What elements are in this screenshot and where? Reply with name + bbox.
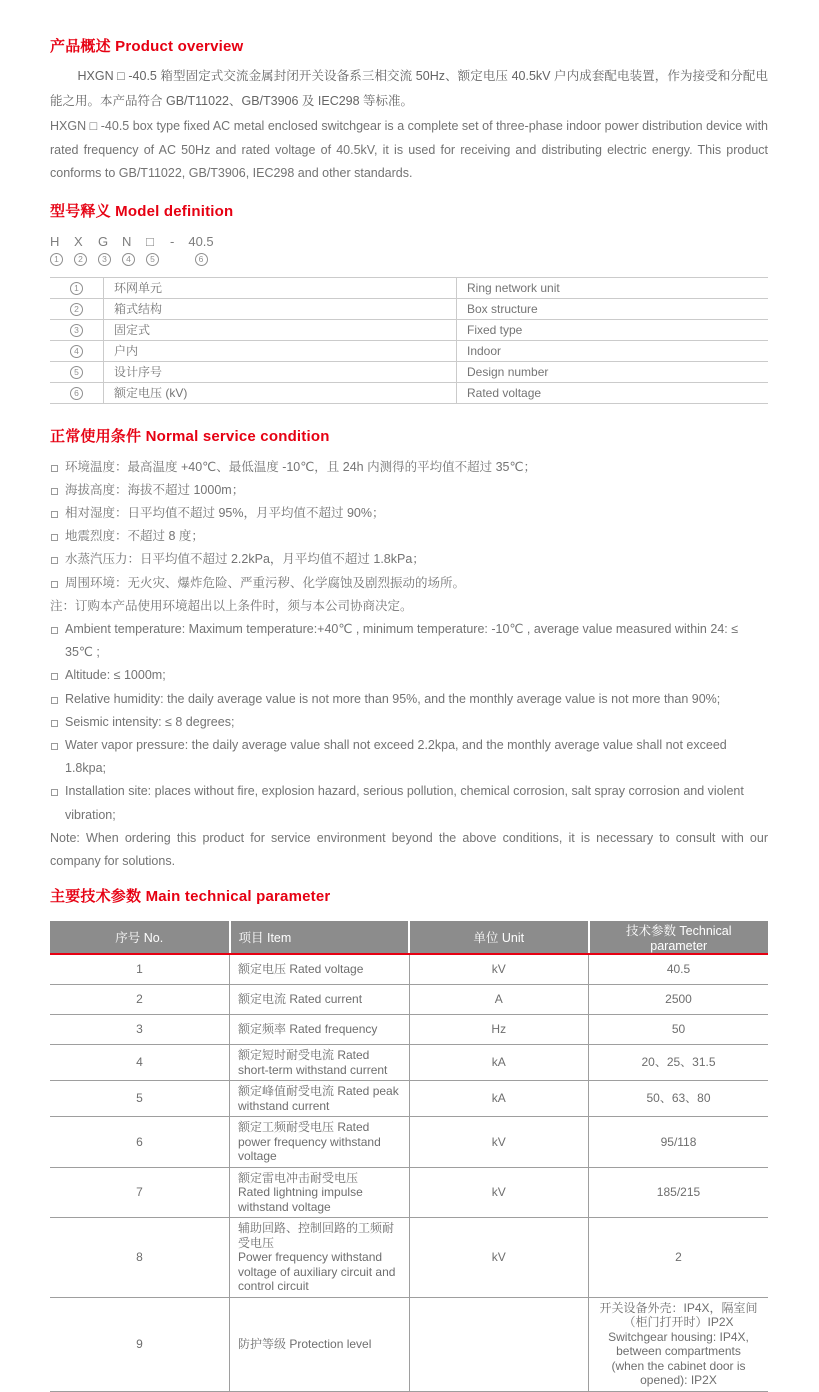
list-item: Altitude: ≤ 1000m; bbox=[50, 664, 768, 687]
square-bullet-icon bbox=[51, 627, 58, 634]
cell-unit: kV bbox=[409, 954, 589, 985]
model-table-row bbox=[50, 340, 768, 361]
list-item: 相对湿度：日平均值不超过 95%，月平均值不超过 90%； bbox=[50, 502, 768, 525]
code-col-number bbox=[184, 234, 218, 268]
column-header-unit: 单位 Unit bbox=[409, 921, 589, 954]
section-heading-service-condition: 正常使用条件 Normal service condition bbox=[50, 427, 330, 445]
cell-value: 95/118 bbox=[589, 1117, 769, 1168]
square-bullet-icon bbox=[51, 673, 58, 680]
model-table-row bbox=[50, 277, 768, 298]
cell-value: 20、25、31.5 bbox=[589, 1045, 769, 1081]
cell-item: 额定峰值耐受电流 Rated peak withstand current bbox=[230, 1081, 410, 1117]
cell-no: 7 bbox=[50, 1167, 230, 1218]
cell-unit: Hz bbox=[409, 1015, 589, 1045]
circled-number-icon: 6 bbox=[70, 387, 83, 400]
code-col-x bbox=[74, 234, 98, 268]
cell-no: 9 bbox=[50, 1297, 230, 1391]
service-note-zh: 注：订购本产品使用环境超出以上条件时，须与本公司协商决定。 bbox=[50, 598, 413, 613]
overview-paragraph-zh: HXGN □ -40.5 箱型固定式交流金属封闭开关设备系三相交流 50Hz、额定电压 40.5kV 户内成套配电装置，作为接受和分配电能之用。本产品符合 GB/T11022、GB/T3906 及 IEC298 等标准。 bbox=[50, 69, 768, 108]
column-header-value: 技术参数 Technical parameter bbox=[589, 921, 769, 954]
circled-number-icon: 5 bbox=[70, 366, 83, 379]
square-bullet-icon bbox=[51, 511, 58, 518]
cell-value: 185/215 bbox=[589, 1167, 769, 1218]
cell-unit: kV bbox=[409, 1218, 589, 1298]
circled-number-icon: 2 bbox=[70, 303, 83, 316]
table-row bbox=[50, 1167, 768, 1218]
square-bullet-icon bbox=[51, 697, 58, 704]
model-meaning-zh: 箱式结构 bbox=[104, 298, 457, 319]
cell-value: 50 bbox=[589, 1015, 769, 1045]
cell-unit: kA bbox=[409, 1081, 589, 1117]
cell-no: 4 bbox=[50, 1045, 230, 1081]
model-meaning-zh: 设计序号 bbox=[104, 361, 457, 382]
section-heading-model-definition: 型号释义 Model definition bbox=[50, 202, 234, 220]
cell-value: 开关设备外壳：IP4X，隔室间（柜门打开时）IP2X Switchgear housing: IP4X, between compartments (when the cabinet door is opened): IP2X bbox=[589, 1297, 769, 1391]
code-letter: N bbox=[122, 233, 132, 249]
code-dash: - bbox=[170, 233, 175, 249]
square-bullet-icon bbox=[51, 581, 58, 588]
section-heading-technical-parameter: 主要技术参数 Main technical parameter bbox=[50, 888, 331, 906]
model-meaning-zh: 额定电压 (kV) bbox=[104, 382, 457, 403]
cell-item: 额定频率 Rated frequency bbox=[230, 1015, 410, 1045]
table-row bbox=[50, 1297, 768, 1391]
code-col-n bbox=[122, 234, 146, 268]
code-col-g bbox=[98, 234, 122, 268]
circled-number-icon: 3 bbox=[70, 324, 83, 337]
cell-value: 50、63、80 bbox=[589, 1081, 769, 1117]
list-item: Seismic intensity: ≤ 8 degrees; bbox=[50, 711, 768, 734]
column-header-no: 序号 No. bbox=[50, 921, 230, 954]
square-bullet-icon bbox=[51, 534, 58, 541]
section-heading-product-overview: 产品概述 Product overview bbox=[50, 38, 244, 55]
model-table-row bbox=[50, 382, 768, 403]
list-item: Relative humidity: the daily average value is not more than 95%, and the monthly average value is not more than 90%; bbox=[50, 688, 768, 711]
model-table-row bbox=[50, 361, 768, 382]
list-item: 地震烈度：不超过 8 度； bbox=[50, 525, 768, 548]
circled-number-icon: 3 bbox=[98, 253, 111, 266]
model-meaning-en: Box structure bbox=[457, 298, 769, 319]
cell-no: 6 bbox=[50, 1117, 230, 1168]
table-row bbox=[50, 1081, 768, 1117]
cell-no: 5 bbox=[50, 1081, 230, 1117]
circled-number-icon: 1 bbox=[70, 282, 83, 295]
model-meaning-zh: 环网单元 bbox=[104, 277, 457, 298]
table-row bbox=[50, 1045, 768, 1081]
cell-no: 1 bbox=[50, 954, 230, 985]
circled-number-icon: 4 bbox=[122, 253, 135, 266]
table-row bbox=[50, 1218, 768, 1298]
cell-unit: A bbox=[409, 985, 589, 1015]
code-col-box bbox=[146, 234, 170, 268]
cell-no: 8 bbox=[50, 1218, 230, 1298]
cell-item: 额定雷电冲击耐受电压 Rated lightning impulse withstand voltage bbox=[230, 1167, 410, 1218]
model-meaning-en: Rated voltage bbox=[457, 382, 769, 403]
list-item: Ambient temperature: Maximum temperature:+40℃ , minimum temperature: -10℃ , average value measured within 24: ≤ 35℃ ; bbox=[50, 618, 768, 664]
model-meaning-zh: 户内 bbox=[104, 340, 457, 361]
table-row bbox=[50, 985, 768, 1015]
table-row bbox=[50, 1117, 768, 1168]
table-row bbox=[50, 1015, 768, 1045]
cell-item: 额定工频耐受电压 Rated power frequency withstand voltage bbox=[230, 1117, 410, 1168]
code-letter: X bbox=[74, 233, 83, 249]
cell-item: 辅助回路、控制回路的工频耐受电压 Power frequency withstand voltage of auxiliary circuit and control circuit bbox=[230, 1218, 410, 1298]
model-meaning-en: Ring network unit bbox=[457, 277, 769, 298]
code-col-h bbox=[50, 234, 74, 268]
model-meaning-zh: 固定式 bbox=[104, 319, 457, 340]
model-meaning-en: Fixed type bbox=[457, 319, 769, 340]
cell-value: 2 bbox=[589, 1218, 769, 1298]
cell-unit bbox=[409, 1297, 589, 1391]
code-letter: G bbox=[98, 233, 109, 249]
cell-item: 额定电压 Rated voltage bbox=[230, 954, 410, 985]
list-item: 海拔高度：海拔不超过 1000m； bbox=[50, 479, 768, 502]
cell-item: 额定电流 Rated current bbox=[230, 985, 410, 1015]
square-bullet-icon bbox=[51, 557, 58, 564]
circled-number-icon: 6 bbox=[195, 253, 208, 266]
model-definition-table bbox=[50, 277, 768, 404]
cell-item: 额定短时耐受电流 Rated short-term withstand current bbox=[230, 1045, 410, 1081]
cell-item: 防护等级 Protection level bbox=[230, 1297, 410, 1391]
cell-unit: kA bbox=[409, 1045, 589, 1081]
square-bullet-icon bbox=[51, 720, 58, 727]
code-number: 40.5 bbox=[188, 233, 214, 249]
circled-number-icon: 5 bbox=[146, 253, 159, 266]
cell-value: 2500 bbox=[589, 985, 769, 1015]
table-header-row bbox=[50, 921, 768, 954]
circled-number-icon: 1 bbox=[50, 253, 63, 266]
circled-number-icon: 2 bbox=[74, 253, 87, 266]
cell-unit: kV bbox=[409, 1167, 589, 1218]
model-meaning-en: Design number bbox=[457, 361, 769, 382]
model-table-row bbox=[50, 298, 768, 319]
overview-paragraph-en: HXGN □ -40.5 box type fixed AC metal enclosed switchgear is a complete set of three-phase indoor power distribution device with rated frequency of AC 50Hz and rated voltage of 40.5kV, it is used for receiving and distributing electric energy. This product conforms to GB/T11022, GB/T3906, IEC298 and other standards. bbox=[50, 119, 768, 180]
technical-parameter-table bbox=[50, 921, 768, 1392]
cell-unit: kV bbox=[409, 1117, 589, 1168]
cell-value: 40.5 bbox=[589, 954, 769, 985]
code-letter: H bbox=[50, 233, 60, 249]
cell-no: 3 bbox=[50, 1015, 230, 1045]
table-row bbox=[50, 954, 768, 985]
placeholder-box-icon: □ bbox=[146, 233, 154, 249]
square-bullet-icon bbox=[51, 465, 58, 472]
model-code-diagram bbox=[50, 234, 768, 268]
model-meaning-en: Indoor bbox=[457, 340, 769, 361]
model-table-row bbox=[50, 319, 768, 340]
list-item: Installation site: places without fire, explosion hazard, serious pollution, chemical corrosion, salt spray corrosion and violent vibration; bbox=[50, 780, 768, 826]
list-item: 环境温度：最高温度 +40℃、最低温度 -10℃，且 24h 内测得的平均值不超过 35℃； bbox=[50, 456, 768, 479]
code-col-dash bbox=[170, 234, 184, 268]
list-item: 周围环境：无火灾、爆炸危险、严重污秽、化学腐蚀及剧烈振动的场所。 bbox=[50, 572, 768, 595]
list-item: Water vapor pressure: the daily average value shall not exceed 2.2kpa, and the monthly average value shall not exceed 1.8kpa; bbox=[50, 734, 768, 780]
square-bullet-icon bbox=[51, 789, 58, 796]
cell-no: 2 bbox=[50, 985, 230, 1015]
list-item: 水蒸汽压力：日平均值不超过 2.2kPa，月平均值不超过 1.8kPa； bbox=[50, 548, 768, 571]
service-condition-list bbox=[50, 456, 768, 874]
column-header-item: 项目 Item bbox=[230, 921, 410, 954]
square-bullet-icon bbox=[51, 743, 58, 750]
circled-number-icon: 4 bbox=[70, 345, 83, 358]
square-bullet-icon bbox=[51, 488, 58, 495]
service-note-en: Note: When ordering this product for service environment beyond the above conditions, it is necessary to consult with our company for solutions. bbox=[50, 830, 768, 868]
